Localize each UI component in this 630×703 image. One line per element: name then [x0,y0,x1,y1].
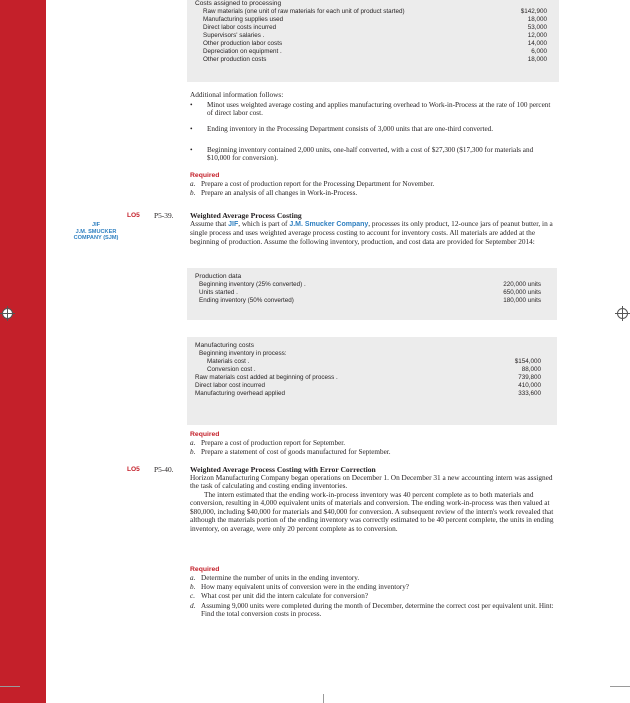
table-title: Manufacturing costs [195,342,255,349]
table-row [203,40,547,48]
table-row [195,366,541,374]
bullet-item [190,146,558,163]
bullet-item [190,101,558,118]
required-item [190,574,556,582]
table-row [199,289,541,297]
row-label: Depreciation on equipment . [203,47,282,55]
item-text: Prepare a cost of production report for the Processing Department for November. [201,180,435,188]
body-text: , which is part of [238,219,290,228]
row-label: Direct labor cost incurred [195,382,265,390]
required-item [190,592,556,600]
margin-note-line: COMPANY (SJM) [73,235,119,241]
required-heading: Required [190,431,220,438]
row-value: 12,000 [527,32,547,40]
item-letter: b. [190,189,196,197]
row-value: 739,800 [518,374,541,382]
row-label: Other production labor costs [203,40,283,48]
table-row [203,24,547,32]
bullet-icon: • [190,101,193,109]
item-letter: b. [190,448,196,456]
row-value: 14,000 [527,40,547,48]
item-text: Determine the number of units in the ending inventory. [201,574,360,582]
production-data-table [187,268,557,320]
table-subtitle: Beginning inventory in process: [199,350,287,358]
item-letter: b. [190,583,196,591]
item-text: What cost per unit did the intern calculate for conversion? [201,592,369,600]
crop-mark [323,694,324,703]
row-label: Units started . [199,289,238,297]
brand-smucker: J.M. Smucker Company [289,221,369,228]
brand-jif: JIF [228,221,239,228]
required-item [190,602,556,619]
required-item [190,189,556,197]
required-item [190,180,556,188]
problem-paragraph: The intern estimated that the ending work-in-process inventory was 40 percent complete as to both materials and conversion, resulting in 4,000 equivalent units of materials and conversion. The ending work-in-process was then valued at $80,000, including $40,000 for materials and $40,000 for conversion. A subsequent review of the intern's work revealed that although the materials portion of the ending inventory was correctly estimated to be 40 percent complete, the units in ending inventory, on average, were only 20 percent complete as to conversion. [190,490,554,533]
red-margin-bar [0,0,46,703]
item-letter: a. [190,180,196,188]
problem-paragraph: Horizon Manufacturing Company began operations on December 1. On December 31 a new accounting intern was assigned the task of calculating and costing ending inventories. [190,473,553,491]
table-row [203,32,547,40]
row-label: Conversion cost . [207,366,256,374]
margin-note-line: J.M. SMUCKER [75,228,117,235]
row-label: Raw materials cost added at beginning of process . [195,374,338,382]
required-item [190,439,556,447]
row-value: 650,000 units [503,289,541,297]
table-row [203,56,547,64]
item-letter: a. [190,439,196,447]
table-title: Production data [195,273,242,280]
table-row [195,358,541,366]
row-label: Raw materials (one unit of raw materials for each unit of product started) [203,8,405,16]
row-value: 220,000 units [503,281,541,289]
row-label: Beginning inventory (25% converted) . [199,281,306,289]
row-value: 88,000 [521,366,541,374]
table-row [199,281,541,289]
row-value: 180,000 units [503,297,541,305]
bullet-item [190,125,558,133]
bullet-text: Ending inventory in the Processing Department consists of 3,000 units that are one-third converted. [207,125,494,133]
row-value: 53,000 [527,24,547,32]
required-heading: Required [190,172,220,179]
table-title: Costs assigned to processing [195,0,282,7]
row-label: Other production costs [203,55,267,63]
table-row [195,390,541,398]
additional-info-heading: Additional information follows: [190,90,284,99]
costs-assigned-table [187,0,559,82]
row-label: Materials cost . [207,358,250,366]
table-row [195,374,541,382]
problem-title: Weighted Average Process Costing with Error Correction [190,465,376,474]
item-text: Prepare a cost of production report for September. [201,439,346,447]
required-item [190,583,556,591]
row-label: Ending inventory (50% converted) [199,297,294,305]
table-row [203,16,547,24]
table-row [203,48,547,56]
problem-number: P5-39. [154,211,174,220]
row-value: $142,900 [520,8,547,16]
learning-objective-tag: LO5 [127,466,140,473]
item-letter: d. [190,602,196,610]
table-row [195,382,541,390]
row-value: 333,600 [518,389,541,397]
bullet-text: Minot uses weighted average costing and applies manufacturing overhead to Work-in-Process at the rate of 100 percent of direct labor cost. [207,101,551,118]
registration-mark-right-icon [617,308,628,319]
problem-body [190,220,556,246]
row-value: 410,000 [518,382,541,390]
manufacturing-costs-table [187,337,557,425]
row-label: Supervisors' salaries . [203,32,265,40]
row-value: $154,000 [514,358,541,366]
registration-mark-left-icon [2,308,13,319]
item-letter: a. [190,574,196,582]
body-text: , processes its only product, 12-ounce jars of peanut butter, in a single process and uses weighted average process costing to account for inventory costs. All materials are added at the beginning of production. Assume the following inventory, production, and cost data are provided for September 2014: [190,219,553,246]
table-row [203,8,547,16]
crop-mark [0,686,20,687]
row-value: 18,000 [527,55,547,63]
row-value: 6,000 [531,47,547,55]
margin-company-note [63,222,129,242]
problem-title: Weighted Average Process Costing [190,211,302,220]
bullet-icon: • [190,125,193,133]
learning-objective-tag: LO5 [127,212,140,219]
item-text: Prepare a statement of cost of goods manufactured for September. [201,448,391,456]
item-letter: c. [190,592,195,600]
crop-mark [610,686,630,687]
row-label: Manufacturing overhead applied [195,389,285,397]
margin-note-line: JIF [91,222,101,228]
body-text: Assume that [190,219,229,228]
required-item [190,448,556,456]
table-row [199,297,541,305]
row-label: Direct labor costs incurred [203,24,277,32]
row-value: 18,000 [527,16,547,24]
row-label: Manufacturing supplies used [203,16,284,24]
item-text: Prepare an analysis of all changes in Work-in-Process. [201,189,358,197]
required-heading: Required [190,566,220,573]
bullet-text: Beginning inventory contained 2,000 units, one-half converted, with a cost of $27,300 ($17,300 for materials and $10,000 for conversion). [207,146,534,163]
item-text: Assuming 9,000 units were completed during the month of December, determine the correct cost per equivalent unit. Hint: Find the total conversion costs in process. [201,602,554,619]
item-text: How many equivalent units of conversion were in the ending inventory? [201,583,409,591]
bullet-icon: • [190,146,193,154]
problem-number: P5-40. [154,465,174,474]
